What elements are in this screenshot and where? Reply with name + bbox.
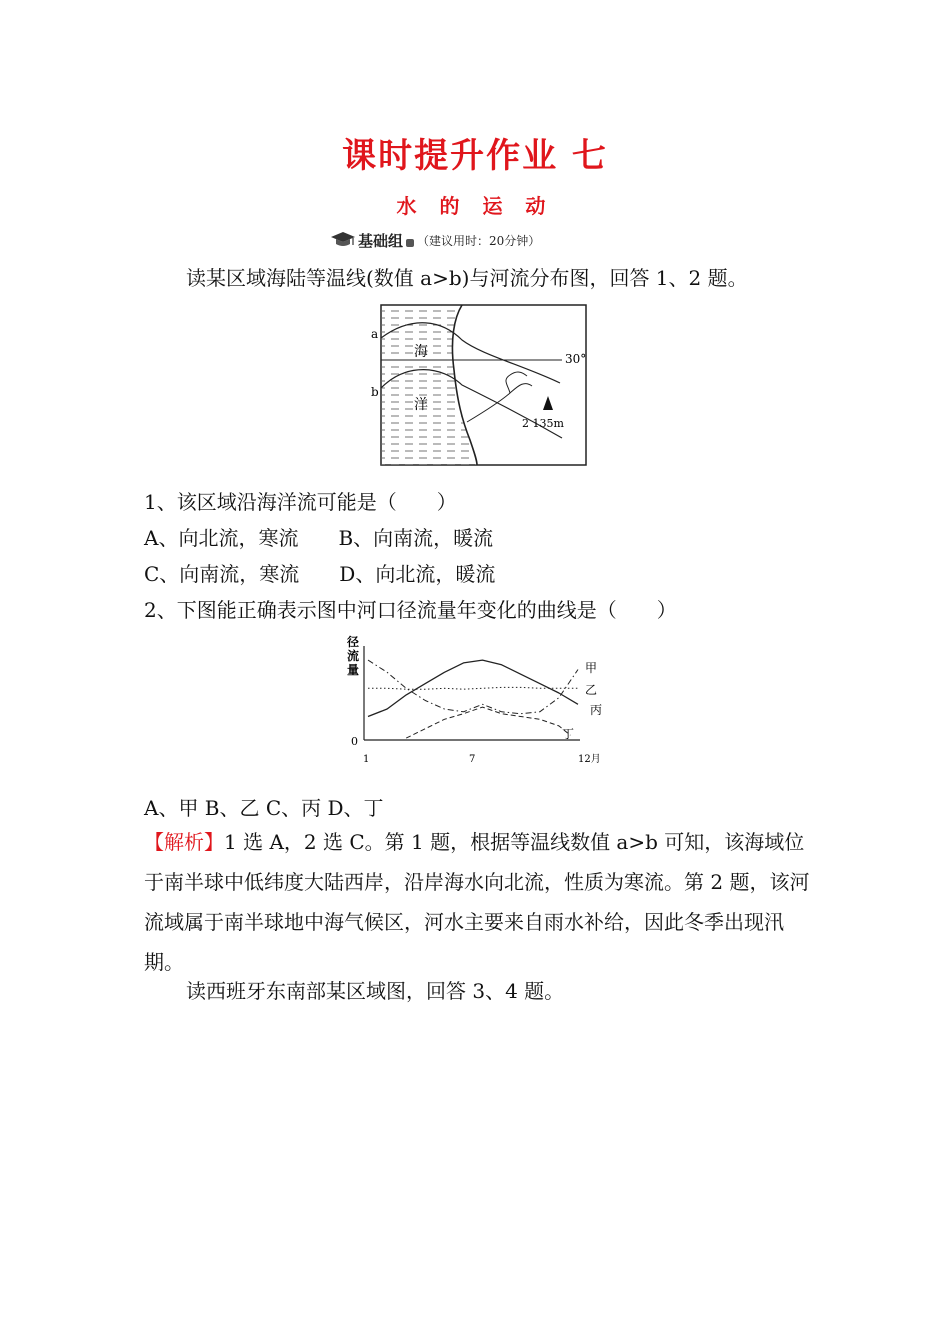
runoff-chart [340, 632, 620, 772]
isotherm-river-map [362, 300, 590, 472]
series-label-bing: 丙 [590, 703, 603, 717]
analysis-tag: 【解析】 [144, 830, 224, 854]
section-label: 基础组 [358, 231, 404, 250]
tick-1: 1 [363, 754, 370, 765]
label-b: b [371, 385, 379, 399]
series-label-jia: 甲 [585, 661, 598, 675]
graduation-cap-icon [330, 230, 356, 250]
latitude-label: 30° [565, 352, 587, 366]
tick-7: 7 [469, 754, 476, 765]
tick-12: 12月 [578, 754, 601, 765]
analysis-text: 1 选 A，2 选 C。第 1 题，根据等温线数值 a>b 可知，该海域位于南半球中低纬度大陆西岸，沿岸海水向北流，性质为寒流。第 2 题，该河流域属于南半球地中海气候区，河水主要来自雨水补给，因此冬季出现汛期。 [144, 830, 810, 974]
sea-char-2: 洋 [414, 397, 428, 413]
intro-text-2: 读西班牙东南部某区域图，回答 3、4 题。 [186, 979, 565, 1003]
time-note: （建议用时：20分钟） [417, 233, 541, 248]
tick-0: 0 [351, 735, 358, 748]
y-label-3: 量 [347, 663, 360, 677]
q1-stem: 1、该区域沿海洋流可能是（ ） [144, 490, 457, 514]
q1-options-row2: C、向南流，寒流 D、向北流，暖流 [144, 562, 496, 586]
q1-options-row1: A、向北流，寒流 B、向南流，暖流 [144, 526, 494, 550]
q2-stem: 2、下图能正确表示图中河口径流量年变化的曲线是（ ） [144, 598, 677, 622]
label-a: a [371, 327, 379, 341]
analysis [144, 822, 812, 982]
section-tag [330, 228, 540, 252]
series-label-yi: 乙 [585, 683, 598, 697]
series-yi [368, 687, 578, 689]
series-label-ding: 丁 [562, 727, 575, 741]
intro-text-1: 读某区域海陆等温线(数值 a>b)与河流分布图，回答 1、2 题。 [186, 266, 748, 290]
sea-char-1: 海 [414, 344, 428, 360]
page-title: 课时提升作业 七 [342, 136, 608, 176]
leaf-icon [406, 239, 414, 247]
y-label-2: 流 [347, 649, 360, 663]
q2-options: A、甲 B、乙 C、丙 D、丁 [144, 796, 384, 820]
series-ding [406, 707, 570, 738]
y-label-1: 径 [347, 635, 360, 649]
elevation-label: 2 135m [522, 417, 564, 430]
page-subtitle: 水 的 运 动 [396, 194, 554, 218]
